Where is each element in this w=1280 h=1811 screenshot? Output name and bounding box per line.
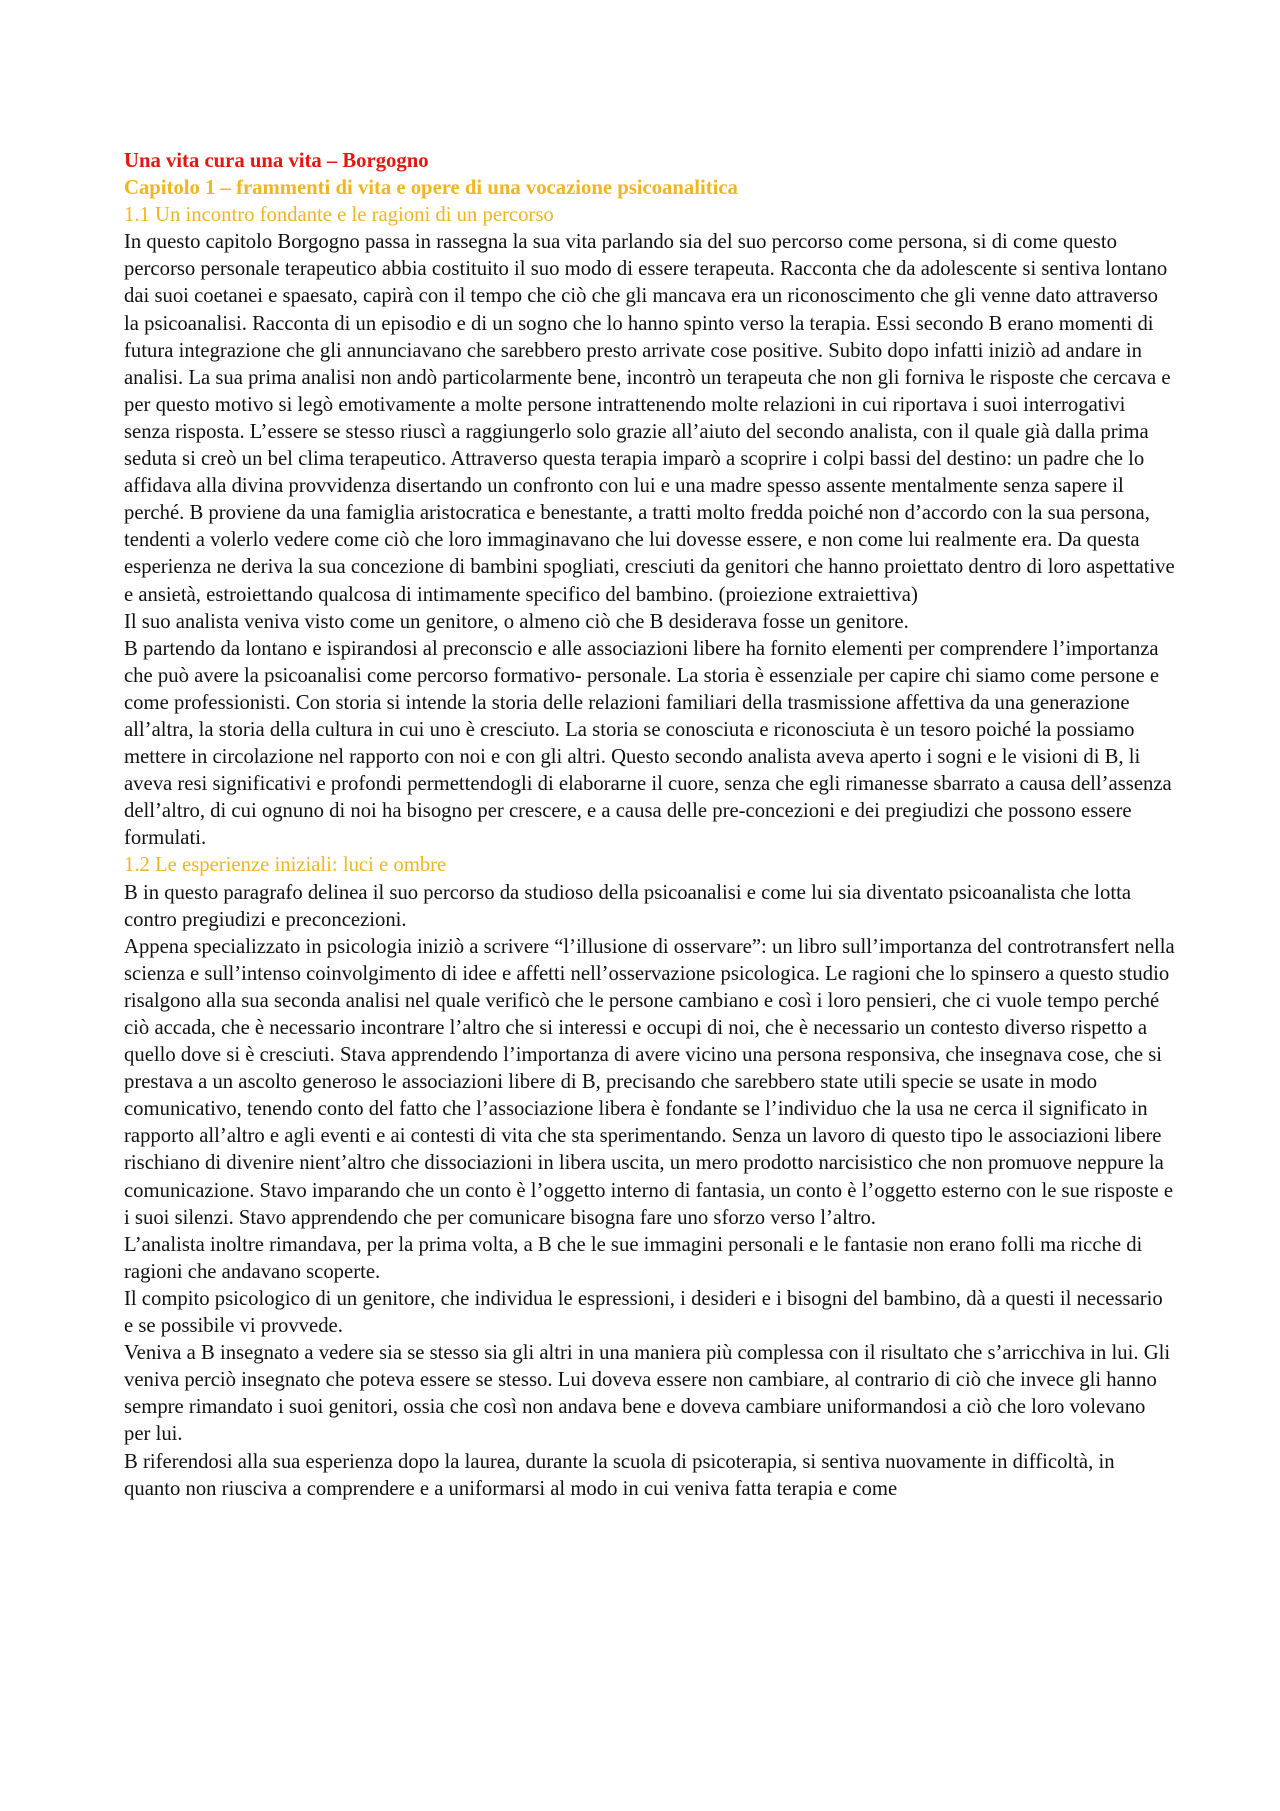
paragraph: B in questo paragrafo delinea il suo percorso da studioso della psicoanalisi e come lui sia diventato psicoanalista che lotta contro pregiudizi e preconcezioni. xyxy=(124,881,1132,931)
paragraph: In questo capitolo Borgogno passa in rassegna la sua vita parlando sia del suo percorso come persona, si di come questo percorso personale terapeutico abbia costituito il suo modo di essere terapeuta. Racconta che da adolescente si sentiva lontano dai suoi coetanei e spaesato, capirà con il tempo che ciò che gli mancava era un riconoscimento che gli venne dato attraverso la psicoanalisi. Racconta di un episodio e di un sogno che lo hanno spinto verso la terapia. Essi secondo B erano momenti di futura integrazione che gli annunciavano che sarebbero presto arrivate cose positive. Subito dopo infatti iniziò ad andare in analisi. La sua prima analisi non andò particolarmente bene, incontrò un terapeuta che non gli forniva le risposte che cercava e per questo motivo si legò emotivamente a molte persone intrattenendo molte relazioni in cui riportava i suoi interrogativi senza risposta. L’essere se stesso riuscì a raggiungerlo solo grazie all’aiuto del secondo analista, con il quale già dalla prima seduta si creò un bel clima terapeutico. Attraverso questa terapia imparò a scoprire i colpi bassi del destino: un padre che lo affidava alla divina provvidenza disertando un confronto con lui e una madre spesso assente mentalmente senza sapere il perché. B proviene da una famiglia aristocratica e benestante, a tratti molto fredda poiché non d’accordo con la sua persona, tendenti a volerlo vedere come ciò che loro immaginavano che lui dovesse essere, e non come lui realmente era. Da questa esperienza ne deriva la sua concezione di bambini spogliati, cresciuti da genitori che hanno proiettato dentro di loro aspettative e ansietà, estroiettando qualcosa di intimamente specifico del bambino. (proiezione extraiettiva) xyxy=(124,231,1175,606)
chapter-title: Capitolo 1 – frammenti di vita e opere di una vocazione psicoanalitica xyxy=(124,177,738,200)
paragraph: Veniva a B insegnato a vedere sia se stesso sia gli altri in una maniera più complessa con il risultato che s’arricchiva in lui. Gli veniva perciò insegnato che poteva essere se stesso. Lui doveva essere non cambiare, al contrario di ciò che invece gli hanno sempre rimandato i suoi genitori, ossia che così non andava bene e doveva cambiare uniformandosi a ciò che loro volevano per lui. xyxy=(124,1342,1171,1446)
document-title: Una vita cura una vita – Borgogno xyxy=(124,150,429,172)
paragraph: B riferendosi alla sua esperienza dopo la laurea, durante la scuola di psicoterapia, si sentiva nuovamente in difficoltà, in quanto non riusciva a comprendere e a uniformarsi al modo in cui veniva fatta terapia e come xyxy=(124,1450,1115,1500)
section-heading-1-1: 1.1 Un incontro fondante e le ragioni di un percorso xyxy=(124,204,554,227)
paragraph: Il suo analista veniva visto come un genitore, o almeno ciò che B desiderava fosse un genitore. xyxy=(124,610,909,633)
paragraph: L’analista inoltre rimandava, per la prima volta, a B che le sue immagini personali e le fantasie non erano folli ma ricche di ragioni che andavano scoperte. xyxy=(124,1233,1143,1283)
paragraph: Appena specializzato in psicologia iniziò a scrivere “l’illusione di osservare”: un libro sull’importanza del controtransfert nella scienza e sull’intenso coinvolgimento di idee e affetti nell’osservazione psicologica. Le ragioni che lo spinsero a questo studio risalgono alla sua seconda analisi nel quale verificò che le persone cambiano e così i loro pensieri, che ci vuole tempo perché ciò accada, che è necessario incontrare l’altro che si interessi e occupi di noi, che è necessario un contesto diverso rispetto a quello dove si è cresciuti. Stava apprendendo l’importanza di avere vicino una persona responsiva, che insegnava cose, che si prestava a un ascolto generoso le associazioni libere di B, precisando che sarebbero state utili specie se usate in modo comunicativo, tenendo conto del fatto che l’associazione libera è fondante se l’individuo che la usa ne cerca il significato in rapporto all’altro e agli eventi e ai contesti di vita che sta sperimentando. Senza un lavoro di questo tipo le associazioni libere rischiano di divenire nient’altro che dissociazioni in libera uscita, un mero prodotto narcisistico che non promuove neppure la comunicazione. Stavo imparando che un conto è l’oggetto interno di fantasia, un conto è l’oggetto esterno con le sue risposte e i suoi silenzi. Stavo apprendendo che per comunicare bisogna fare uno sforzo verso l’altro. xyxy=(124,935,1175,1229)
paragraph: Il compito psicologico di un genitore, che individua le espressioni, i desideri e i bisogni del bambino, dà a questi il necessario e se possibile vi provvede. xyxy=(124,1287,1163,1338)
document-page xyxy=(124,148,1176,1503)
paragraph: B partendo da lontano e ispirandosi al preconscio e alle associazioni libere ha fornito elementi per comprendere l’importanza che può avere la psicoanalisi come percorso formativo- personale. La storia è essenziale per capire chi siamo come persone e come professionisti. Con storia si intende la storia delle relazioni familiari della trasmissione affettiva da una generazione all’altra, la storia della cultura in cui uno è cresciuto. La storia se conosciuta e riconosciuta è un tesoro poiché la possiamo mettere in circolazione nel rapporto con noi e con gli altri. Questo secondo analista aveva aperto i sogni e le visioni di B, li aveva resi significativi e profondi permettendogli di elaborarne il cuore, senza che egli rimanesse sbarrato a causa dell’assenza dell’altro, di cui ognuno di noi ha bisogno per crescere, e a causa delle pre-concezioni e dei pregiudizi che possono essere formulati. xyxy=(124,637,1172,850)
section-heading-1-2: 1.2 Le esperienze iniziali: luci e ombre xyxy=(124,854,447,877)
